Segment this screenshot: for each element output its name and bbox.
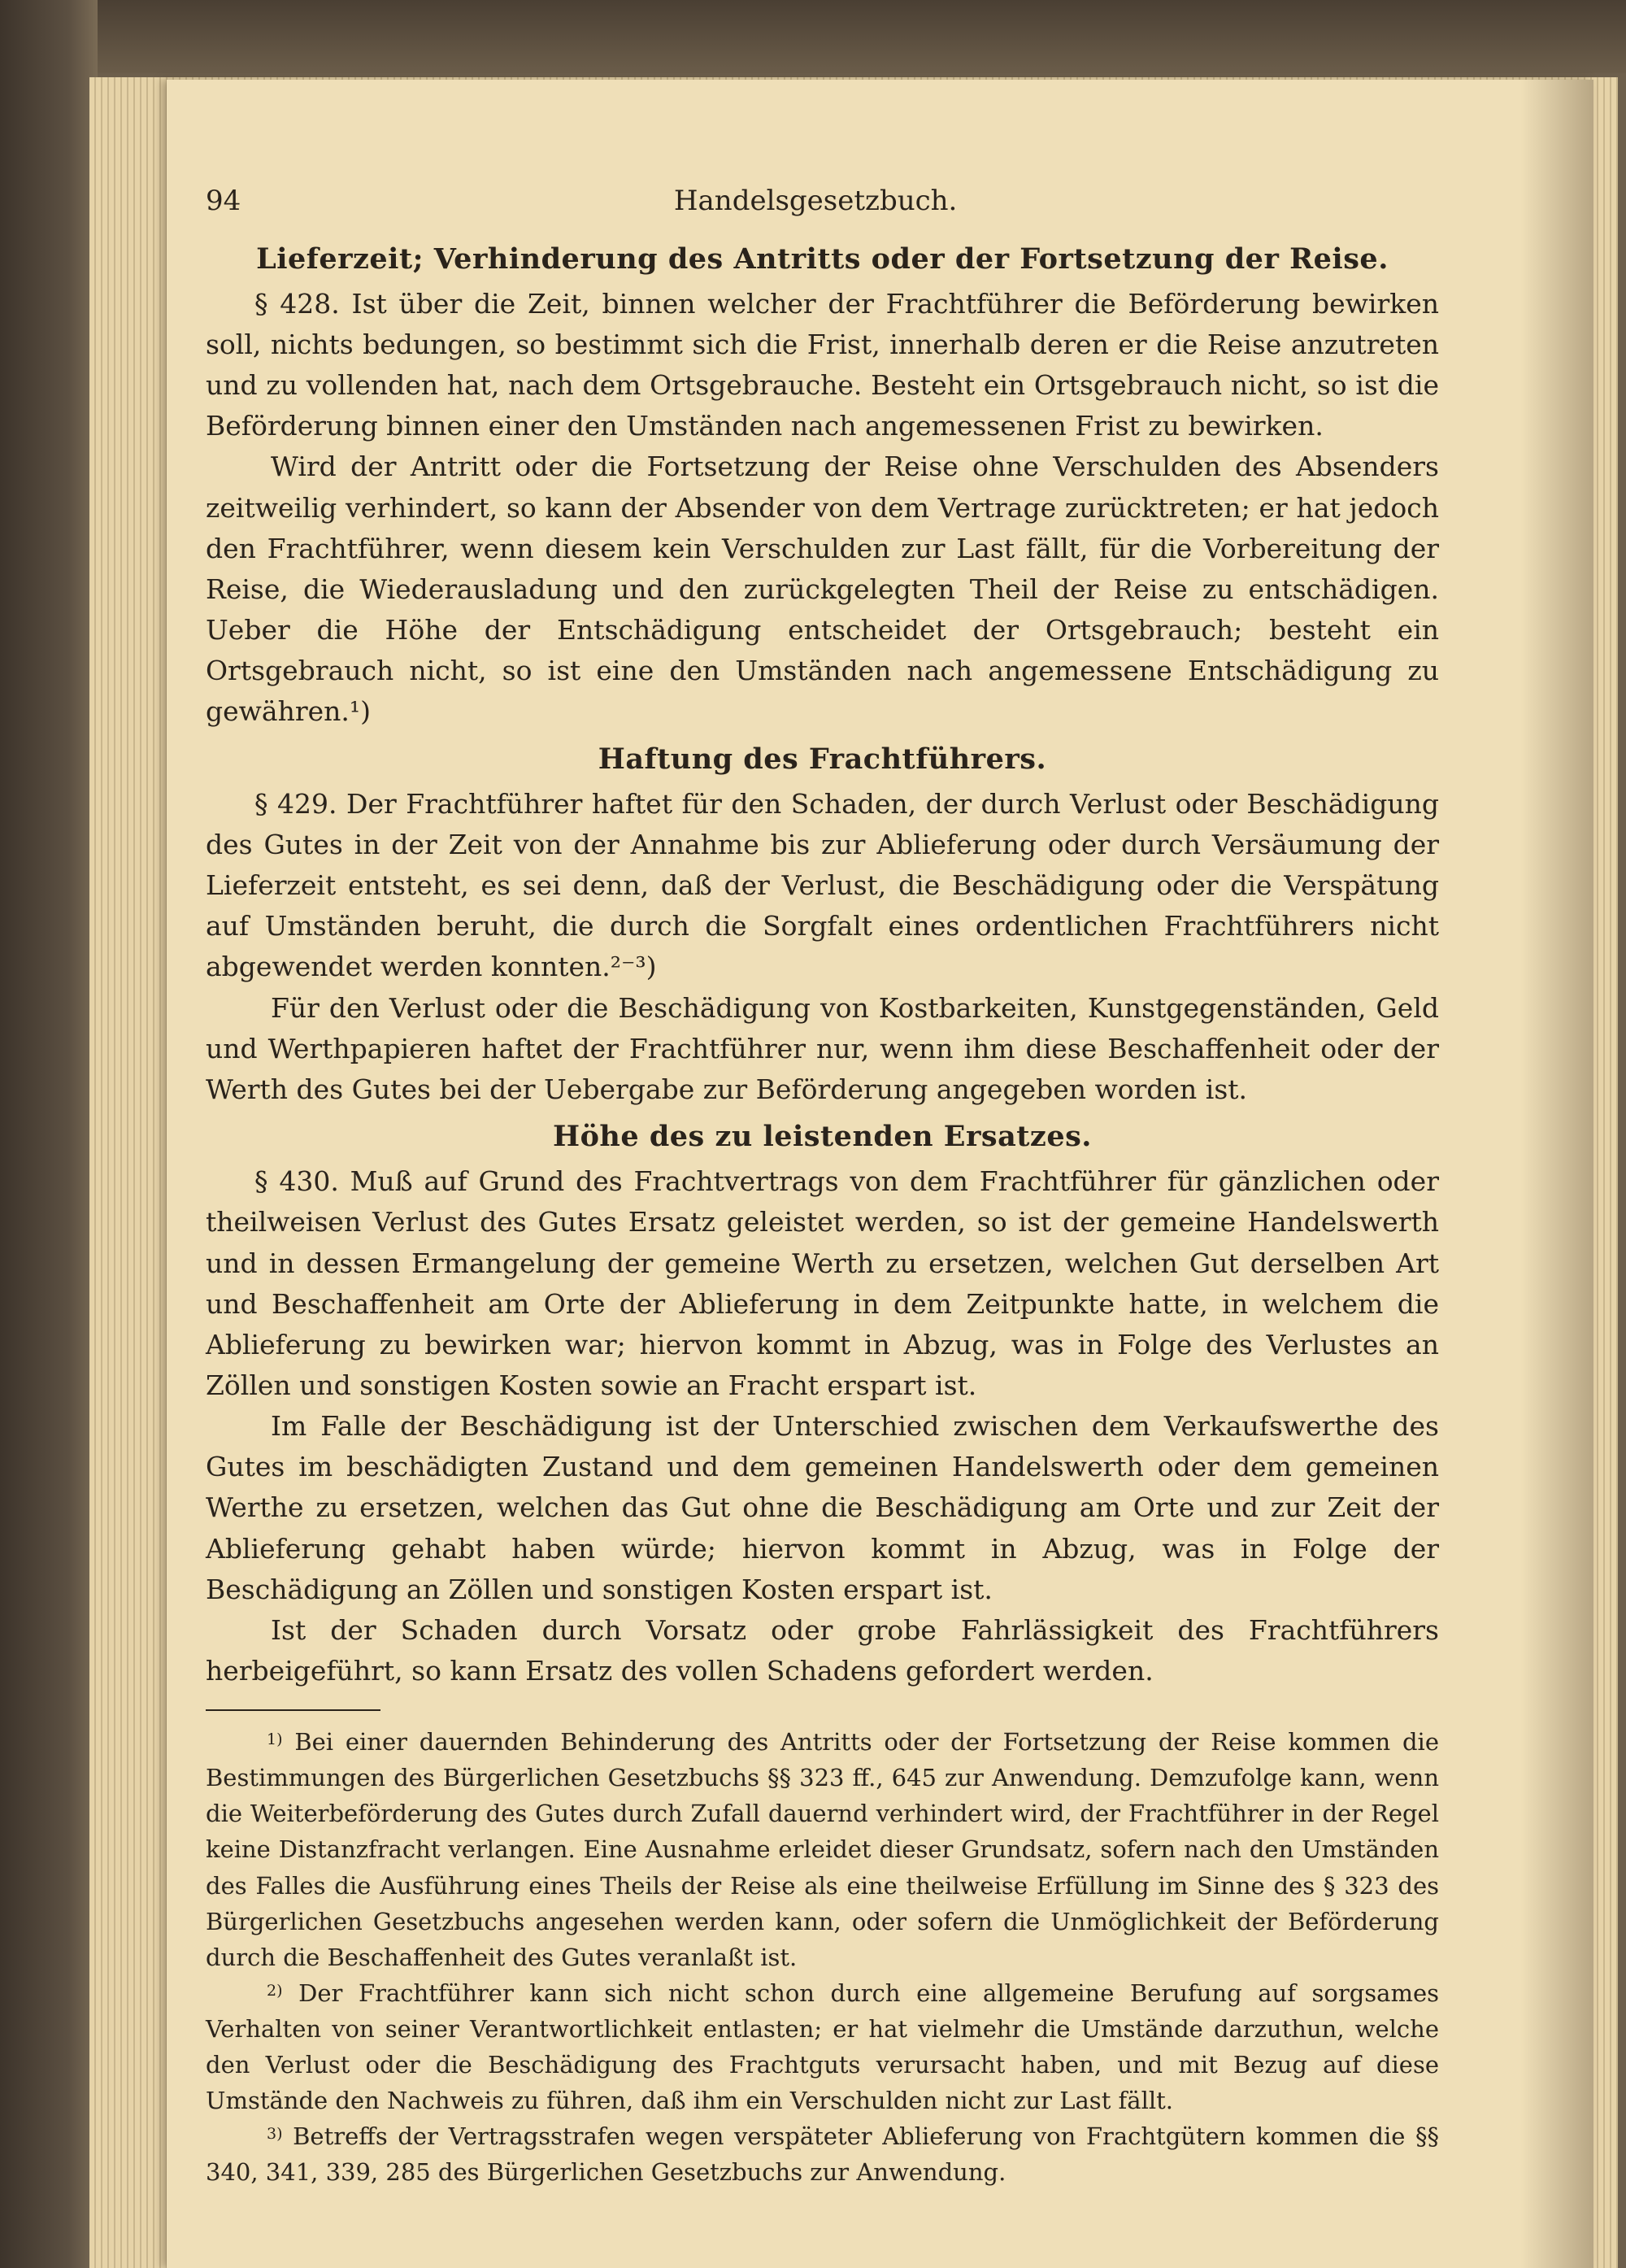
footnote-text: Betreffs der Vertragsstrafen wegen verspäteter Ablieferung von Frachtgütern kommen die §§ 340, 341, 339, 285 des Bürgerlichen Gesetzbuchs zur Anwendung.: [206, 2122, 1439, 2187]
page-text: [206, 181, 1439, 2190]
section-heading-hoehe: Höhe des zu leistenden Ersatzes.: [553, 1120, 1092, 1154]
paragraph-430: § 430. Muß auf Grund des Frachtvertrags von dem Frachtführer für gänzlichen oder theilweisen Verlust des Gutes Ersatz geleistet werden, so ist der gemeine Handelswerth und in dessen Ermangelung der gemeine Werth zu ersetzen, welchen Gut derselben Art und Beschaffenheit am Orte der Ablieferung in dem Zeitpunkte hatte, in welchem die Ablieferung zu bewirken war; hiervon kommt in Abzug, was in Folge des Verlustes an Zöllen und sonstigen Kosten sowie an Fracht erspart ist.: [206, 1165, 1439, 1401]
running-title: Handelsgesetzbuch.: [673, 185, 958, 217]
footnote-mark: 2): [267, 1981, 283, 2000]
footnote-mark: 1): [267, 1730, 283, 1749]
footnote-2: [206, 1975, 1439, 2118]
section-heading-lieferzeit: Lieferzeit; Verhinderung des Antritts oder der Fortsetzung der Reise.: [256, 242, 1389, 276]
paragraph-430-3: Ist der Schaden durch Vorsatz oder grobe Fahrlässigkeit des Frachtführers herbeigeführt, so kann Ersatz des vollen Schadens gefordert werden.: [206, 1613, 1439, 1687]
paragraph-429-2: Für den Verlust oder die Beschädigung von Kostbarkeiten, Kunstgegenständen, Geld und Werthpapieren haftet der Frachtführer nur, wenn ihm diese Beschaffenheit oder der Werth des Gutes bei der Uebergabe zur Beförderung angegeben worden ist.: [206, 991, 1439, 1105]
book-cover-left: [0, 0, 98, 2268]
page-number: 94: [206, 185, 241, 217]
footnote-text: Bei einer dauernden Behinderung des Antritts oder der Fortsetzung der Reise kommen die Bestimmungen des Bürgerlichen Gesetzbuchs §§ 323 ff., 645 zur Anwendung. Demzufolge kann, wenn die Weiterbeförderung des Gutes durch Zufall dauernd verhindert wird, der Frachtführer in der Regel keine Distanzfracht verlangen. Eine Ausnahme erleidet dieser Grundsatz, sofern nach den Umständen des Falles die Ausführung eines Theils der Reise als eine theilweise Erfüllung im Sinne des § 323 des Bürgerlichen Gesetzbuchs angesehen werden kann, oder sofern die Unmöglichkeit der Beförderung durch die Beschaffenheit des Gutes veranlaßt ist.: [206, 1728, 1439, 1971]
footnotes: [206, 1724, 1439, 2190]
footnote-rule: [206, 1709, 380, 1711]
page-header: [206, 181, 1439, 223]
section-heading-haftung: Haftung des Frachtführers.: [598, 742, 1047, 776]
footnote-3: [206, 2118, 1439, 2190]
book-cover-top: [0, 0, 1626, 73]
footnote-1: [206, 1724, 1439, 1975]
paragraph-429: § 429. Der Frachtführer haftet für den Schaden, der durch Verlust oder Beschädigung des Gutes in der Zeit von der Annahme bis zur Ablieferung oder durch Versäumung der Lieferzeit entsteht, es sei denn, daß der Verlust, die Beschädigung oder die Verspätung auf Umständen beruht, die durch die Sorgfalt eines ordentlichen Frachtführers nicht abgewendet werden konnten.²⁻³): [206, 787, 1439, 983]
footnote-text: Der Frachtführer kann sich nicht schon durch eine allgemeine Berufung auf sorgsames Verhalten von seiner Verantwortlichkeit entlasten; er hat vielmehr die Umstände darzuthun, welche den Verlust oder die Beschädigung des Frachtguts verursacht haben, und mit Bezug auf diese Umstände den Nachweis zu führen, daß ihm ein Verschulden nicht zur Last fällt.: [206, 1979, 1440, 2115]
footnote-mark: 3): [267, 2125, 283, 2144]
gutter-shadow: [1520, 80, 1593, 2268]
paragraph-428: § 428. Ist über die Zeit, binnen welcher der Frachtführer die Beförderung bewirken soll, nichts bedungen, so bestimmt sich die Frist, innerhalb deren er die Reise anzutreten und zu vollenden hat, nach dem Ortsgebrauche. Besteht ein Ortsgebrauch nicht, so ist die Beförderung binnen einer den Umständen nach angemessenen Frist zu bewirken.: [206, 287, 1439, 442]
paragraph-430-2: Im Falle der Beschädigung ist der Unterschied zwischen dem Verkaufswerthe des Gutes im beschädigten Zustand und dem gemeinen Handelswerth oder dem gemeinen Werthe zu ersetzen, welchen das Gut ohne die Beschädigung am Orte und zur Zeit der Ablieferung gehabt haben würde; hiervon kommt in Abzug, was in Folge der Beschädigung an Zöllen und sonstigen Kosten erspart ist.: [206, 1410, 1439, 1605]
paragraph-428-2: Wird der Antritt oder die Fortsetzung der Reise ohne Verschulden des Absenders zeitweilig verhindert, so kann der Absender von dem Vertrage zurücktreten; er hat jedoch den Frachtführer, wenn diesem kein Verschulden zur Last fällt, für die Vorbereitung der Reise, die Wiederausladung und den zurückgelegten Theil der Reise zu entschädigen. Ueber die Höhe der Entschädigung entscheidet der Ortsgebrauch; besteht ein Ortsgebrauch nicht, so ist eine den Umständen nach angemessene Entschädigung zu gewähren.¹): [206, 451, 1439, 728]
